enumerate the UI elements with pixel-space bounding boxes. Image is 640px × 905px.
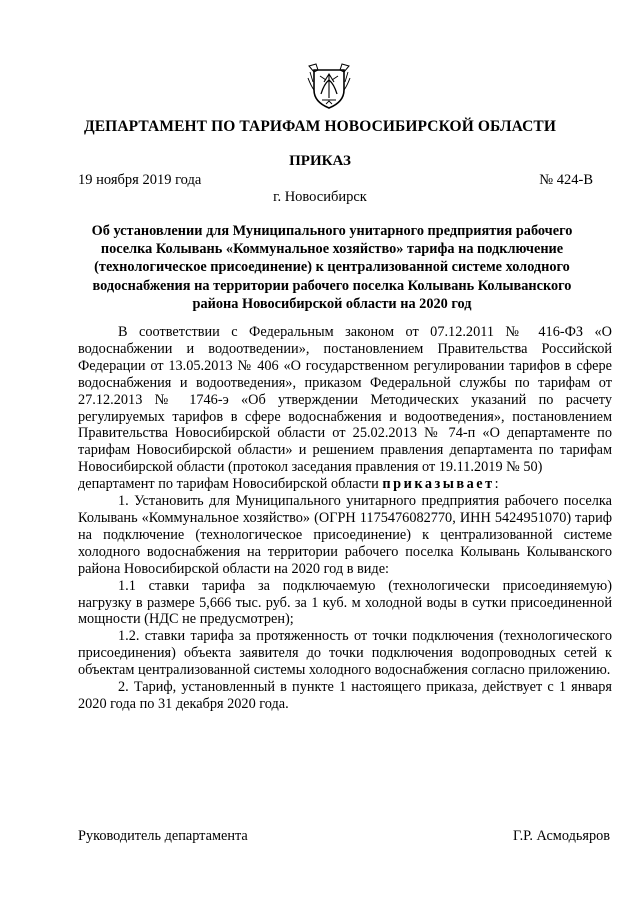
document-type: ПРИКАЗ [289, 153, 351, 169]
order-city: г. Новосибирск [273, 189, 367, 205]
signatory-position: Руководитель департамента [78, 828, 248, 844]
order-colon: : [494, 476, 499, 493]
item-1-paragraph: 1. Установить для Муниципального унитарного предприятия рабочего поселка Колывань «Коммунальное хозяйство» (ОГРН 1175476082770, ИНН 5424951070) тариф на подключение (технологическое присоединение) к централизованной системе холодного водоснабжения на территории рабочего поселка Колывань Колыванского района Новосибирской области на 2020 год в виде: [78, 493, 612, 577]
department-title: ДЕПАРТАМЕНТ ПО ТАРИФАМ НОВОСИБИРСКОЙ ОБЛАСТИ [83, 118, 557, 135]
item-1-2-paragraph: 1.2. ставки тарифа за протяженность от точки подключения (технологического присоединения) объекта заявителя до точки подключения водопроводных сетей к объектам централизованной системы холодного водоснабжения согласно приложению. [78, 628, 612, 679]
coat-of-arms-icon [306, 60, 352, 110]
preamble-paragraph: В соответствии с Федеральным законом от 07.12.2011 № 416-ФЗ «О водоснабжении и водоотведении», постановлением Правительства Российской Федерации от 13.05.2013 № 406 «О государственном регулировании тарифов в сфере водоснабжения и водоотведения», приказом Федеральной службы по тарифам от 27.12.2013 № 1746-э «Об утверждении Методических указаний по расчету регулируемых тарифов в сфере водоснабжения и водоотведения», постановлением Правительства Новосибирской области от 25.02.2013 № 74-п «О департаменте по тарифам Новосибирской области» и решением правления департамента по тарифам Новосибирской области (протокол заседания правления от 19.11.2019 № 50) [78, 324, 612, 476]
order-keyword: приказывает [382, 476, 495, 493]
order-number: № 424-В [539, 172, 593, 188]
item-1-1-paragraph: 1.1 ставки тарифа за подключаемую (технологически присоединяемую) нагрузку в размере 5,666 тыс. руб. за 1 куб. м холодной воды в сутки присоединенной мощности (НДС не предусмотрен); [78, 577, 612, 628]
order-lead-paragraph [78, 476, 612, 493]
order-lead-text: департамент по тарифам Новосибирской области [78, 476, 383, 493]
signatory-name: Г.Р. Асмодьяров [512, 828, 610, 844]
order-body [78, 324, 612, 713]
order-date: 19 ноября 2019 года [78, 172, 202, 188]
item-2-paragraph: 2. Тариф, установленный в пункте 1 настоящего приказа, действует с 1 января 2020 года по 31 декабря 2020 года. [78, 679, 612, 712]
order-subject: Об установлении для Муниципального унитарного предприятия рабочего поселка Колывань «Коммунальное хозяйство» тарифа на подключение (технологическое присоединение) к централизованной системе холодного водоснабжения на территории рабочего поселка Колывань Колыванского района Новосибирской области на 2020 год [91, 223, 573, 312]
